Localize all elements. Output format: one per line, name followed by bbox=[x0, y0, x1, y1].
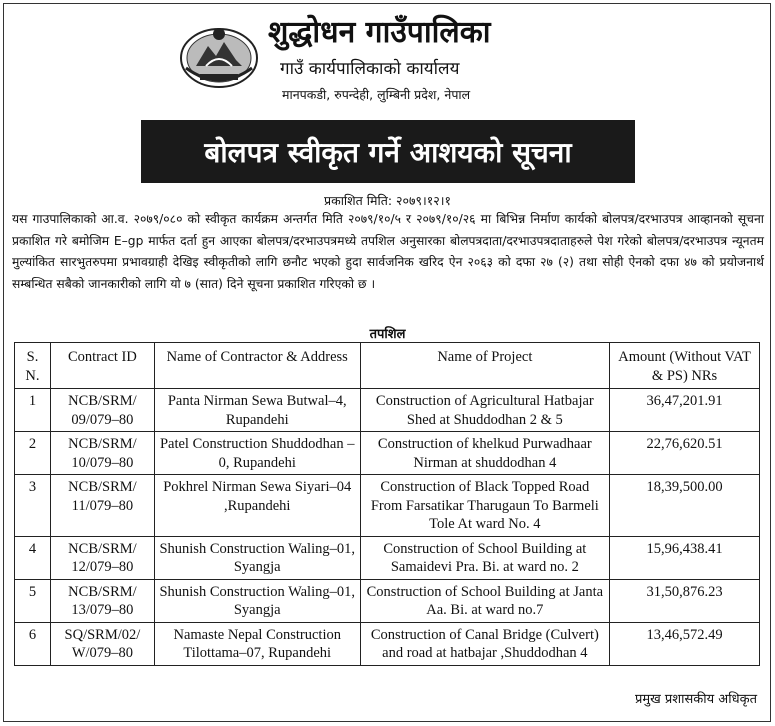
table-row bbox=[15, 622, 760, 665]
published-date: प्रकाशित मिति: २०७९।१२।१ bbox=[323, 193, 452, 208]
cell-amount: 13,46,572.49 bbox=[610, 622, 760, 665]
cell-amount: 15,96,438.41 bbox=[610, 536, 760, 579]
cell-contract-id: NCB/SRM/ 11/079–80 bbox=[50, 475, 154, 537]
cell-amount: 36,47,201.91 bbox=[610, 389, 760, 432]
cell-project: Construction of School Building at Janta Aa. Bi. at ward no.7 bbox=[360, 579, 610, 622]
cell-sn: 3 bbox=[15, 475, 51, 537]
header-contract-id: Contract ID bbox=[50, 343, 154, 389]
cell-sn: 4 bbox=[15, 536, 51, 579]
header-contractor: Name of Contractor & Address bbox=[154, 343, 360, 389]
cell-contract-id: NCB/SRM/ 13/079–80 bbox=[50, 579, 154, 622]
cell-project: Construction of School Building at Samaidevi Pra. Bi. at ward no. 2 bbox=[360, 536, 610, 579]
cell-amount: 22,76,620.51 bbox=[610, 432, 760, 475]
cell-contractor: Patel Construction Shuddodhan –0, Rupandehi bbox=[154, 432, 360, 475]
cell-project: Construction of Agricultural Hatbajar Shed at Shuddodhan 2 & 5 bbox=[360, 389, 610, 432]
signatory-title: प्रमुख प्रशासकीय अधिकृत bbox=[634, 692, 757, 707]
cell-amount: 18,39,500.00 bbox=[610, 475, 760, 537]
cell-sn: 5 bbox=[15, 579, 51, 622]
cell-amount: 31,50,876.23 bbox=[610, 579, 760, 622]
cell-contract-id: NCB/SRM/ 12/079–80 bbox=[50, 536, 154, 579]
cell-sn: 6 bbox=[15, 622, 51, 665]
municipality-name: शुद्धोधन गाउँपालिका bbox=[268, 15, 491, 50]
table-row bbox=[15, 389, 760, 432]
cell-project: Construction of khelkud Purwadhaar Nirman at shuddodhan 4 bbox=[360, 432, 610, 475]
notice-body: यस गाउपालिकाको आ.व. २०७९/०८० को स्वीकृत कार्यक्रम अन्तर्गत मिति २०७९/१०/५ र २०७९/१०/२६ मा बिभिन्न निर्माण कार्यको बोलपत्र/दरभाउपत्र आव्हानको सूचना प्रकाशित गरे बमोजिम E–gp मार्फत दर्ता हुन आएका बोलपत्र/दरभाउपत्रमध्ये तपशिल अनुसारका बोलपत्रदाता/दरभाउपत्रदाताहरुले पेश गरेको बोलपत्र/दरभाउपत्र न्यूनतम मुल्यांकित सारभुतरुपमा प्रभावग्राही देखिइ स्वीकृतीको लागि छनौट भएको हुदा सार्वजनिक खरिद ऐन २०६३ को दफा २७ (२) तथा सोही ऐनको दफा ४७ को प्रयोजनार्थ सम्बन्धित सबैको जानकारीको लागि यो ७ (सात) दिने सूचना प्रकाशित गरिएको छ । bbox=[12, 212, 764, 291]
header-project: Name of Project bbox=[360, 343, 610, 389]
cell-contract-id: SQ/SRM/02/ W/079–80 bbox=[50, 622, 154, 665]
nepal-government-emblem-icon bbox=[178, 22, 260, 90]
cell-project: Construction of Canal Bridge (Culvert) and road at hatbajar ,Shuddodhan 4 bbox=[360, 622, 610, 665]
cell-sn: 2 bbox=[15, 432, 51, 475]
cell-sn: 1 bbox=[15, 389, 51, 432]
contracts-table bbox=[14, 342, 760, 666]
cell-contractor: Namaste Nepal Construction Tilottama–07, Rupandehi bbox=[154, 622, 360, 665]
office-name: गाउँ कार्यपालिकाको कार्यालय bbox=[280, 59, 460, 79]
header-sn: S. N. bbox=[15, 343, 51, 389]
cell-contractor: Shunish Construction Waling–01, Syangja bbox=[154, 579, 360, 622]
schedule-title: तपशिल bbox=[369, 327, 406, 342]
office-address: मानपकडी, रुपन्देही, लुम्बिनी प्रदेश, नेपाल bbox=[282, 87, 471, 102]
header-amount: Amount (Without VAT & PS) NRs bbox=[610, 343, 760, 389]
table-header-row bbox=[15, 343, 760, 389]
table-row bbox=[15, 432, 760, 475]
cell-contract-id: NCB/SRM/ 10/079–80 bbox=[50, 432, 154, 475]
table-row bbox=[15, 475, 760, 537]
table-row bbox=[15, 536, 760, 579]
cell-contractor: Pokhrel Nirman Sewa Siyari–04 ,Rupandehi bbox=[154, 475, 360, 537]
cell-contract-id: NCB/SRM/ 09/079–80 bbox=[50, 389, 154, 432]
cell-contractor: Panta Nirman Sewa Butwal–4, Rupandehi bbox=[154, 389, 360, 432]
table-row bbox=[15, 579, 760, 622]
notice-title: बोलपत्र स्वीकृत गर्ने आशयको सूचना bbox=[141, 120, 635, 183]
cell-contractor: Shunish Construction Waling–01, Syangja bbox=[154, 536, 360, 579]
cell-project: Construction of Black Topped Road From Farsatikar Tharugaun To Barmeli Tole At ward No. 4 bbox=[360, 475, 610, 537]
